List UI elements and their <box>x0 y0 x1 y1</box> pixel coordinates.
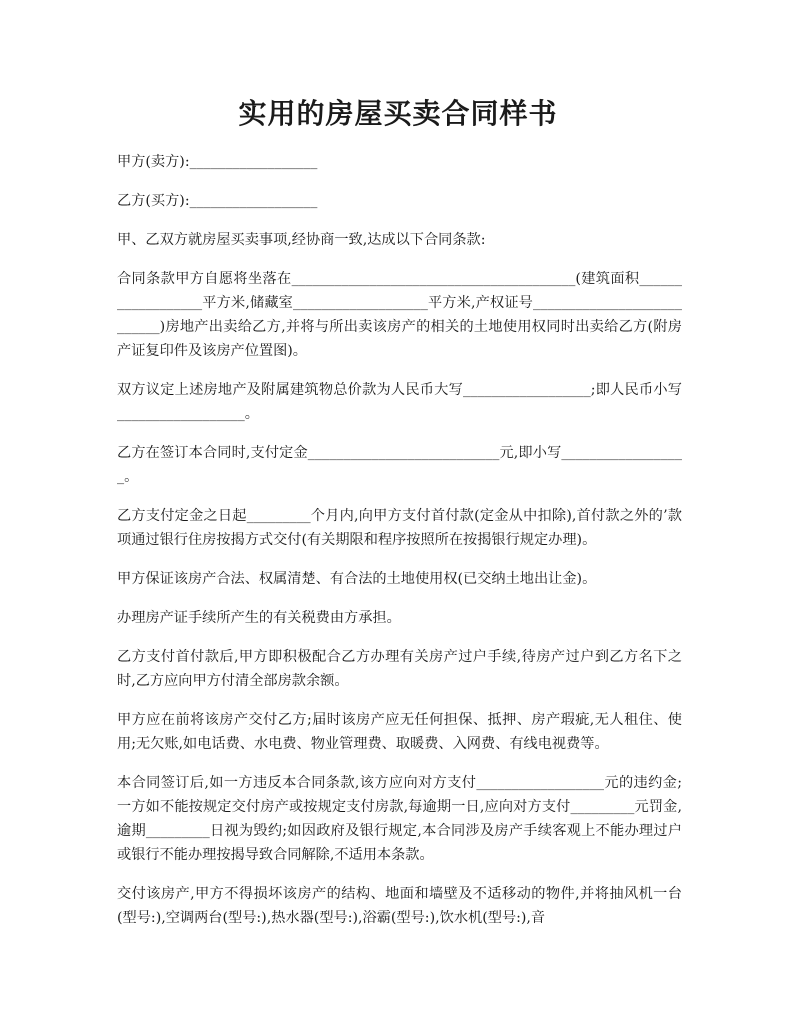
paragraph-handover: 甲方应在前将该房产交付乙方;届时该房产应无任何担保、抵押、房产瑕疵,无人租住、使用;无欠账,如电话费、水电费、物业管理费、取暖费、入网费、有线电视费等。 <box>117 712 682 752</box>
paragraph-total-price: 双方议定上述房地产及附属建筑物总价款为人民币大写__________________;即人民币小写__________________。 <box>117 382 682 422</box>
paragraph-fixtures: 交付该房产,甲方不得损坏该房产的结构、地面和墙壁及不适移动的物件,并将抽风机一台(型号:),空调两台(型号:),热水器(型号:),浴霸(型号:),饮水机(型号:),音 <box>117 886 682 926</box>
document-title: 实用的房屋买卖合同样书 <box>238 97 558 130</box>
paragraph-taxes: 办理房产证手续所产生的有关税费由方承担。 <box>117 610 401 626</box>
document-body <box>117 150 682 945</box>
paragraph-transfer: 乙方支付首付款后,甲方即积极配合乙方办理有关房产过户手续,待房产过户到乙方名下之时,乙方应向甲方付清全部房款余额。 <box>117 649 682 689</box>
paragraph-deposit: 乙方在签订本合同时,支付定金___________________________元,即小写__________________。 <box>117 445 682 485</box>
paragraph-buyer: 乙方(买方):__________________ <box>117 193 318 209</box>
paragraph-seller: 甲方(卖方):__________________ <box>117 154 318 170</box>
paragraph-property: 合同条款甲方自愿将坐落在________________________________________(建筑面积__________________平方米,储藏室___________________平方米,产权证号___________________________)房地产出卖给乙方,并将与所出卖该房产的相关的土地使用权同时出卖给乙方(附房产证复印件及该房产位置图)。 <box>117 271 682 359</box>
paragraph-intro: 甲、乙双方就房屋买卖事项,经协商一致,达成以下合同条款: <box>117 232 486 248</box>
paragraph-legal-guarantee: 甲方保证该房产合法、权属清楚、有合法的土地使用权(已交纳土地出让金)。 <box>117 571 597 587</box>
paragraph-down-payment: 乙方支付定金之日起_________个月内,向甲方支付首付款(定金从中扣除),首付款之外的’款项通过银行住房按揭方式交付(有关期限和程序按照所在按揭银行规定办理)。 <box>117 508 682 548</box>
paragraph-breach: 本合同签订后,如一方违反本合同条款,该方应向对方支付__________________元的违约金;一方如不能按规定交付房产或按规定支付房款,每逾期一日,应向对方支付_________元罚金,逾期_________日视为毁约;如因政府及银行规定,本合同涉及房产手续客观上不能办理过户或银行不能办理按揭导致合同解除,不适用本条款。 <box>117 775 682 863</box>
